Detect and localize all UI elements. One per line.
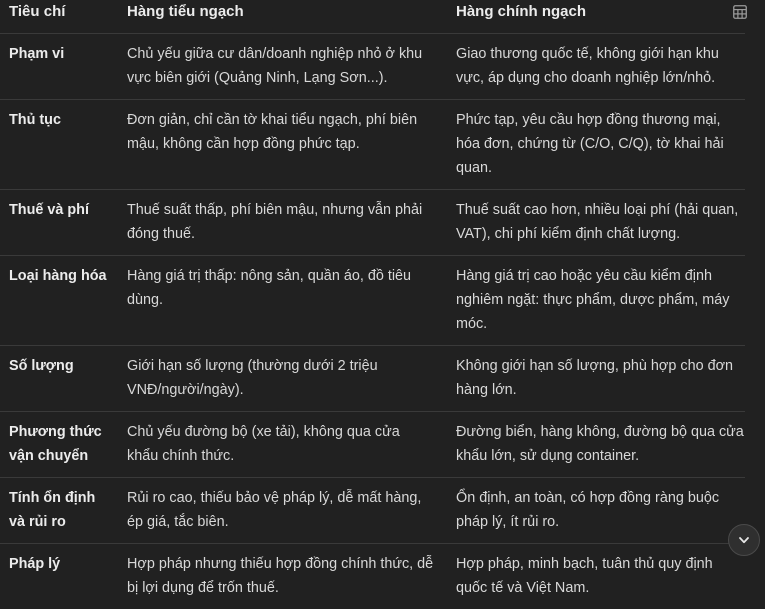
table-row: [0, 478, 745, 544]
row-informal-cell: Thuế suất thấp, phí biên mậu, nhưng vẫn phải đóng thuế.: [118, 190, 446, 256]
row-criterion: Thuế và phí: [0, 190, 118, 256]
row-formal-cell: Giao thương quốc tế, không giới hạn khu vực, áp dụng cho doanh nghiệp lớn/nhỏ.: [446, 34, 745, 100]
table-icon[interactable]: [733, 5, 747, 19]
row-criterion: Pháp lý: [0, 544, 118, 609]
header-formal-trade: Hàng chính ngạch: [446, 0, 745, 34]
row-formal-cell: Phức tạp, yêu cầu hợp đồng thương mại, hóa đơn, chứng từ (C/O, C/Q), tờ khai hải quan.: [446, 100, 745, 190]
row-criterion: Phạm vi: [0, 34, 118, 100]
row-criterion: Tính ổn định và rủi ro: [0, 478, 118, 544]
row-formal-cell: Thuế suất cao hơn, nhiều loại phí (hải quan, VAT), chi phí kiểm định chất lượng.: [446, 190, 745, 256]
row-informal-cell: Hàng giá trị thấp: nông sản, quần áo, đồ tiêu dùng.: [118, 256, 446, 346]
header-informal-trade: Hàng tiểu ngạch: [118, 0, 446, 34]
row-formal-cell: Ổn định, an toàn, có hợp đồng ràng buộc pháp lý, ít rủi ro.: [446, 478, 745, 544]
row-formal-cell: Không giới hạn số lượng, phù hợp cho đơn hàng lớn.: [446, 346, 745, 412]
row-formal-cell: Hàng giá trị cao hoặc yêu cầu kiểm định nghiêm ngặt: thực phẩm, dược phẩm, máy móc.: [446, 256, 745, 346]
row-informal-cell: Hợp pháp nhưng thiếu hợp đồng chính thức, dễ bị lợi dụng để trốn thuế.: [118, 544, 446, 609]
table-row: [0, 256, 745, 346]
table-row: [0, 346, 745, 412]
row-informal-cell: Chủ yếu giữa cư dân/doanh nghiệp nhỏ ở khu vực biên giới (Quảng Ninh, Lạng Sơn...).: [118, 34, 446, 100]
table-header-row: [0, 0, 745, 34]
row-criterion: Số lượng: [0, 346, 118, 412]
row-criterion: Phương thức vận chuyển: [0, 412, 118, 478]
row-criterion: Thủ tục: [0, 100, 118, 190]
table-row: [0, 100, 745, 190]
row-informal-cell: Chủ yếu đường bộ (xe tải), không qua cửa khẩu chính thức.: [118, 412, 446, 478]
row-criterion: Loại hàng hóa: [0, 256, 118, 346]
table-row: [0, 34, 745, 100]
table-row: [0, 190, 745, 256]
row-informal-cell: Giới hạn số lượng (thường dưới 2 triệu VNĐ/người/ngày).: [118, 346, 446, 412]
row-formal-cell: Đường biển, hàng không, đường bộ qua cửa khẩu lớn, sử dụng container.: [446, 412, 745, 478]
header-criteria: Tiêu chí: [0, 0, 118, 34]
row-informal-cell: Đơn giản, chỉ cần tờ khai tiểu ngạch, phí biên mậu, không cần hợp đồng phức tạp.: [118, 100, 446, 190]
chevron-down-icon: [737, 533, 751, 547]
table-row: [0, 412, 745, 478]
table-row: [0, 544, 745, 609]
scroll-down-button[interactable]: [728, 524, 760, 556]
row-formal-cell: Hợp pháp, minh bạch, tuân thủ quy định quốc tế và Việt Nam.: [446, 544, 745, 609]
table-grid-glyph: [733, 5, 747, 19]
row-informal-cell: Rủi ro cao, thiếu bảo vệ pháp lý, dễ mất hàng, ép giá, tắc biên.: [118, 478, 446, 544]
